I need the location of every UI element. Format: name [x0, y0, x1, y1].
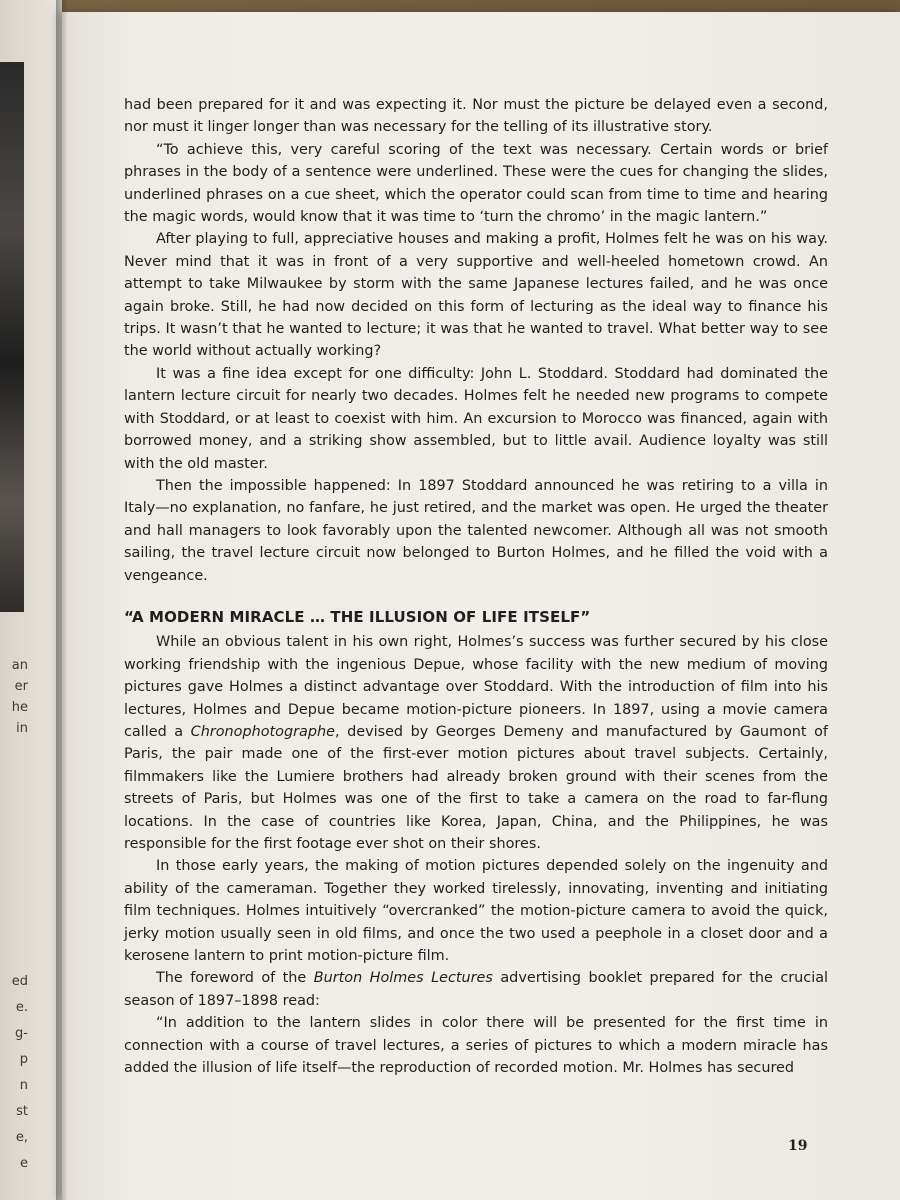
paragraph — [124, 967, 828, 1012]
text-run: While an obvious talent in his own right, Holmes’s success was further secured by his close working friendship with the ingenious Depue, whose facility with the new medium of moving pictures gave Holmes a distinct advantage over Stoddard. With the introduction of film into his lectures, Holmes and Depue became motion-picture pioneers. In 1897, using a movie camera called a — [124, 634, 828, 740]
paragraph: It was a fine idea except for one difficulty: John L. Stoddard. Stoddard had dominated the lantern lecture circuit for nearly two decades. Holmes felt he needed new programs to compete with Stoddard, or at least to coexist with him. An excursion to Morocco was financed, again with borrowed money, and a striking show assembled, but to little avail. Audience loyalty was still with the old master. — [124, 365, 828, 472]
paragraph: After playing to full, appreciative houses and making a profit, Holmes felt he was on his way. Never mind that it was in front of a very supportive and well-heeled hometown crowd. An attempt to take Milwaukee by storm with the same Japanese lectures failed, and he was once again broke. Still, he had now decided on this form of lecturing as the ideal way to finance his trips. It wasn’t that he wanted to lecture; it was that he wanted to travel. What better way to see the world without actually working? — [124, 231, 828, 360]
left-margin-fragment: g- — [15, 1026, 28, 1041]
left-margin-fragment: ed — [11, 974, 28, 989]
paragraph: “In addition to the lantern slides in color there will be presented for the first time in connection with a course of travel lectures, a series of pictures to which a modern miracle has added the illusion of life itself—the reproduction of recorded motion. Mr. Holmes has secured — [124, 1015, 828, 1077]
left-margin-fragment: e, — [15, 1130, 28, 1145]
left-margin-fragment: er — [14, 679, 28, 694]
left-margin-fragment: st — [16, 1104, 28, 1119]
paragraph: “To achieve this, very careful scoring of the text was necessary. Certain words or brief phrases in the body of a sentence were underlined. These were the cues for changing the slides, underlined phrases on a cue sheet, which the operator could scan from time to time and hearing the magic words, would know that it was time to ‘turn the chromo’ in the magic lantern.” — [124, 141, 828, 226]
paragraph: In those early years, the making of motion pictures depended solely on the ingenuity and ability of the cameraman. Together they worked tirelessly, innovating, inventing and initiating film techniques. Holmes intuitively “overcranked” the motion-picture camera to avoid the quick, jerky motion usually seen in old films, and once the two used a peephole in a closet door and a kerosene lantern to print motion-picture film. — [124, 858, 828, 965]
body-text-column — [124, 94, 828, 1079]
left-margin-fragment: he — [11, 700, 28, 715]
left-margin-fragment: an — [11, 658, 28, 673]
section-heading: “A MODERN MIRACLE … THE ILLUSION OF LIFE ITSELF” — [124, 607, 591, 626]
page-number: 19 — [788, 1138, 808, 1154]
text-run: The foreword of the — [156, 970, 314, 987]
photo-fragment — [0, 62, 24, 612]
book-gutter-shadow — [56, 0, 68, 1200]
left-margin-fragment: e. — [15, 1000, 28, 1015]
text-run: , devised by Georges Demeny and manufactured by Gaumont of Paris, the pair made one of the first-ever motion pictures about travel subjects. Certainly, filmmakers like the Lumiere brothers had already broken ground with their scenes from the streets of Paris, but Holmes was one of the first to take a camera on the road to far-flung locations. In the case of countries like Korea, Japan, China, and the Philippines, he was responsible for the first footage ever shot on their shores. — [124, 723, 828, 852]
left-margin-fragment: p — [19, 1052, 28, 1067]
text-run: advertising booklet prepared for the crucial season of 1897–1898 read: — [124, 970, 829, 1009]
left-margin-fragment: n — [19, 1078, 28, 1093]
left-margin-fragment: in — [16, 721, 28, 736]
left-margin-fragment: e — [20, 1156, 28, 1171]
italic-title: Chronophotographe — [190, 723, 335, 740]
italic-title: Burton Holmes Lectures — [313, 970, 493, 987]
paragraph — [124, 631, 828, 855]
paragraph: had been prepared for it and was expecting it. Nor must the picture be delayed even a second, nor must it linger longer than was necessary for the telling of its illustrative story. — [124, 97, 828, 136]
left-facing-page — [0, 0, 62, 1200]
paragraph: Then the impossible happened: In 1897 Stoddard announced he was retiring to a villa in Italy—no explanation, no fanfare, he just retired, and the market was open. He urged the theater and hall managers to look favorably upon the talented newcomer. Although all was not smooth sailing, the travel lecture circuit now belonged to Burton Holmes, and he filled the void with a vengeance. — [124, 477, 828, 584]
